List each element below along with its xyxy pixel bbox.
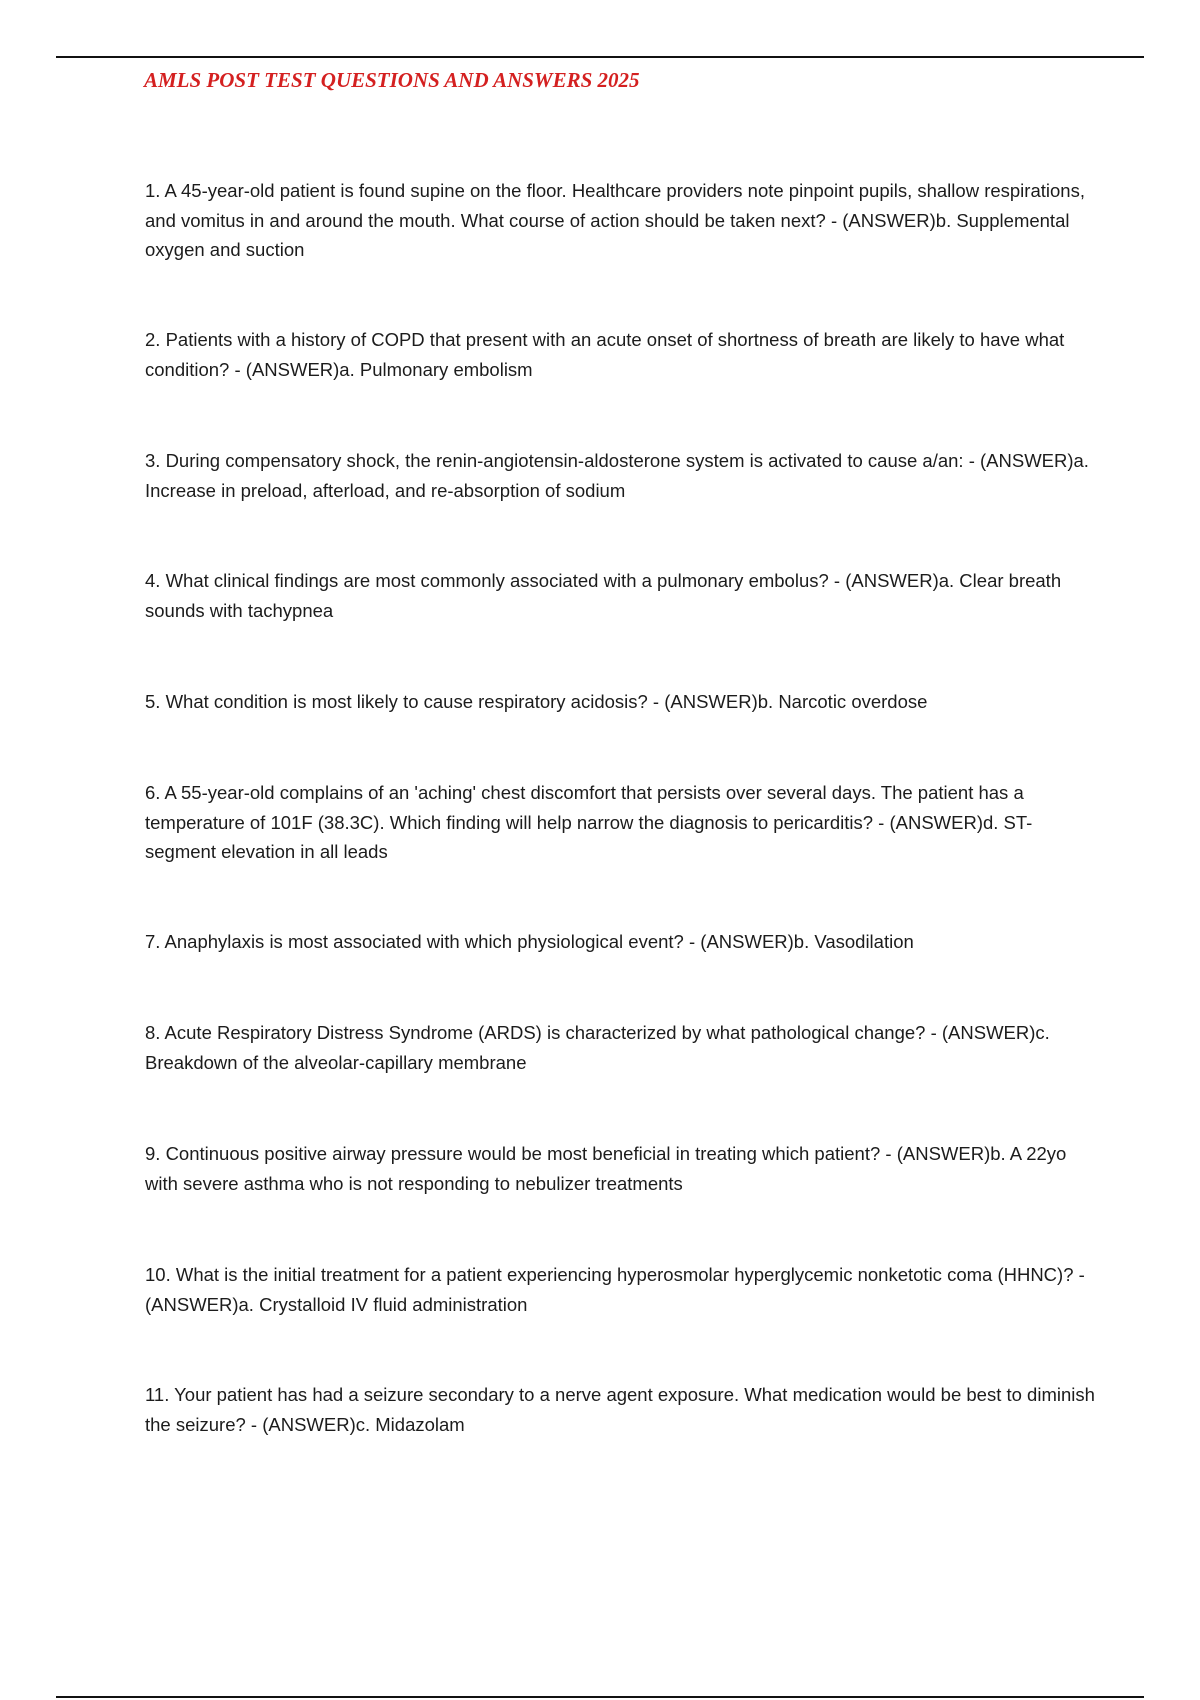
question-item-11: 11. Your patient has had a seizure secondary to a nerve agent exposure. What medication would be best to diminish the seizure? - (ANSWER)c. Midazolam: [145, 1384, 1095, 1435]
question-item-7: 7. Anaphylaxis is most associated with which physiological event? - (ANSWER)b. Vasodilation: [145, 931, 914, 952]
document-title: AMLS POST TEST QUESTIONS AND ANSWERS 2025: [144, 68, 640, 92]
top-rule: [56, 56, 1144, 58]
bottom-rule: [56, 1696, 1144, 1698]
question-item-4: 4. What clinical findings are most commonly associated with a pulmonary embolus? - (ANSWER)a. Clear breath sounds with tachypnea: [145, 570, 1062, 621]
question-item-9: 9. Continuous positive airway pressure would be most beneficial in treating which patient? - (ANSWER)b. A 22yo with severe asthma who is not responding to nebulizer treatments: [145, 1143, 1067, 1194]
question-item-3: 3. During compensatory shock, the renin-angiotensin-aldosterone system is activated to cause a/an: - (ANSWER)a. Increase in preload, afterload, and re-absorption of sodium: [145, 450, 1089, 501]
question-item-6: 6. A 55-year-old complains of an 'aching' chest discomfort that persists over several days. The patient has a temperature of 101F (38.3C). Which finding will help narrow the diagnosis to pericarditis? - (ANSWER)d. ST-segment elevation in all leads: [145, 782, 1033, 862]
question-item-10: 10. What is the initial treatment for a patient experiencing hyperosmolar hyperglycemic nonketotic coma (HHNC)? - (ANSWER)a. Crystalloid IV fluid administration: [145, 1264, 1085, 1315]
question-item-8: 8. Acute Respiratory Distress Syndrome (ARDS) is characterized by what pathological change? - (ANSWER)c. Breakdown of the alveolar-capillary membrane: [145, 1022, 1050, 1073]
question-item-5: 5. What condition is most likely to cause respiratory acidosis? - (ANSWER)b. Narcotic overdose: [145, 691, 928, 712]
question-item-2: 2. Patients with a history of COPD that present with an acute onset of shortness of breath are likely to have what condition? - (ANSWER)a. Pulmonary embolism: [145, 329, 1065, 380]
question-item-1: 1. A 45-year-old patient is found supine on the floor. Healthcare providers note pinpoint pupils, shallow respirations, and vomitus in and around the mouth. What course of action should be taken next? - (ANSWER)b. Supplemental oxygen and suction: [145, 180, 1085, 260]
